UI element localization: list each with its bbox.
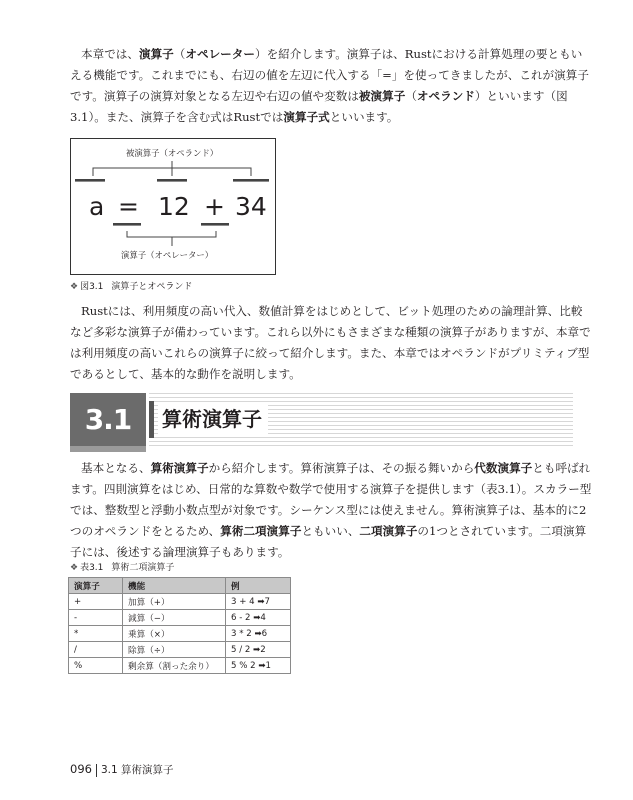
- token-plus: +: [204, 192, 225, 221]
- section-title: 算術演算子: [162, 407, 262, 431]
- section-accent-bar: [149, 401, 154, 438]
- p3-line-5: 子には、後述する論理演算子もあります。: [70, 545, 290, 559]
- token-34: 34: [235, 192, 267, 221]
- intro-line-3: です。演算子の演算対象となる左辺や右辺の値や変数は被演算子（オペランド）といいます（図: [70, 89, 568, 103]
- figure-top-label: 被演算子（オペランド）: [126, 148, 219, 158]
- token-assign: =: [118, 192, 139, 221]
- arrow-icon: ➡1: [258, 660, 271, 671]
- token-12: 12: [158, 192, 190, 221]
- caption-mark-icon: ❖: [70, 563, 79, 573]
- figure-caption: ❖ 図3.1 演算子とオペランド: [70, 282, 193, 292]
- header-example: 例: [226, 578, 291, 594]
- operand-figure: [70, 138, 276, 275]
- p3-line-1: 基本となる、算術演算子から紹介します。算術演算子は、その振る舞いから代数演算子とも呼ばれ: [81, 461, 591, 475]
- page-number: 096: [70, 762, 92, 776]
- p3-line-3: では、整数型と浮動小数点型が対象です。シーケンス型には使えません。算術演算子は、基本的に2: [70, 503, 587, 517]
- table-row: / 除算（÷） 5 / 2 ➡2: [69, 642, 291, 658]
- p2-line-1: Rustには、利用頻度の高い代入、数値計算をはじめとして、ビット処理のための論理計算、比較: [81, 304, 583, 318]
- intro-line-2: える機能です。これまでにも、右辺の値を左辺に代入する「=」を使ってきましたが、これが演算子: [70, 68, 589, 82]
- header-function: 機能: [123, 578, 226, 594]
- caption-mark-icon: ❖: [70, 282, 79, 292]
- intro-line-4: 3.1）。また、演算子を含む式はRustでは演算子式といいます。: [70, 110, 399, 124]
- paragraph-2: [70, 301, 591, 385]
- section-number: 3.1: [84, 403, 132, 436]
- table-row: % 剰余算（割った余り） 5 % 2 ➡1: [69, 658, 291, 674]
- header-operator: 演算子: [69, 578, 123, 594]
- intro-paragraph: [70, 44, 589, 128]
- token-a: a: [89, 192, 105, 221]
- p3-line-4: つのオペランドをとるため、算術二項演算子ともいい、二項演算子の1つとされています。二項演算: [70, 524, 587, 538]
- arrow-icon: ➡2: [253, 644, 266, 655]
- intro-line-1: 本章では、演算子（オペレーター）を紹介します。演算子は、Rustにおける計算処理の要ともい: [81, 47, 583, 61]
- footer-divider: [96, 764, 97, 777]
- section-header: [70, 393, 573, 446]
- table-row: * 乗算（×） 3 * 2 ➡6: [69, 626, 291, 642]
- table-caption: ❖ 表3.1 算術二項演算子: [70, 563, 175, 573]
- p2-line-4: であるとして、基本的な動作を説明します。: [70, 367, 301, 381]
- page-footer: [70, 762, 174, 777]
- p2-line-3: は利用頻度の高いこれらの演算子に絞って紹介します。また、本章ではオペランドがプリミティブ型: [70, 346, 590, 360]
- table-row: - 減算（−） 6 - 2 ➡4: [69, 610, 291, 626]
- arrow-icon: ➡6: [254, 628, 268, 639]
- footer-section: 3.1: [100, 764, 118, 776]
- arrow-icon: ➡4: [253, 612, 266, 623]
- paragraph-3: [70, 458, 592, 563]
- table-header-row: [69, 578, 291, 594]
- arrow-icon: ➡7: [257, 596, 271, 607]
- footer-title: 算術演算子: [121, 764, 174, 776]
- figure-bottom-label: 演算子（オペレーター）: [121, 250, 214, 260]
- table-row: + 加算（+） 3 + 4 ➡7: [69, 594, 291, 610]
- p3-line-2: ます。四則演算をはじめ、日常的な算数や数学で使用する演算子を提供します（表3.1）。スカラー型: [70, 482, 592, 496]
- operators-table: [68, 577, 291, 674]
- p2-line-2: など多彩な演算子が備わっています。これら以外にもさまざまな種類の演算子がありますが、本章で: [70, 325, 591, 339]
